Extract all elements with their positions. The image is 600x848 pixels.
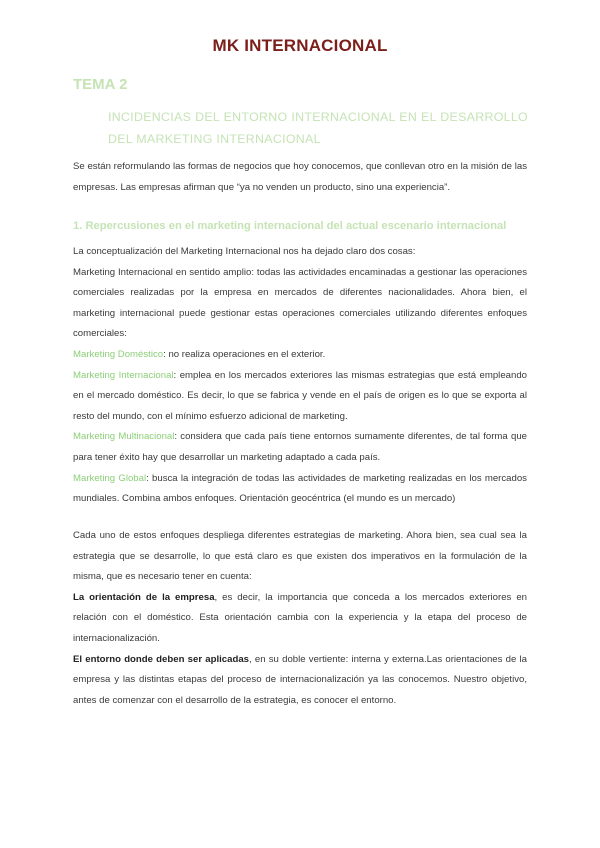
approach-text: : busca la integración de todas las actividades de marketing realizadas en los mercados mundiales. Combina ambos enfoques. Orientación geocéntrica (el mundo es un mercado) — [73, 472, 527, 505]
section-heading: 1. Repercusiones en el marketing internacional del actual escenario internacional — [73, 220, 507, 232]
tema-heading: TEMA 2 — [73, 76, 128, 93]
broad-definition: Marketing Internacional en sentido amplio: todas las actividades encaminadas a gestionar las operaciones comerciales realizadas por la empresa en mercados de diferentes nacionalidades. Ahora bien, el marketing internacional puede gestionar estas operaciones comerciales utilizando diferentes enfoques comerciales: — [73, 266, 527, 340]
approach-term: Marketing Doméstico — [73, 348, 164, 360]
section-body — [73, 242, 527, 510]
approach-text: : emplea en los mercados exteriores las mismas estrategias que está empleando en el mercado doméstico. Es decir, lo que se fabrica y vende en el país de origen es lo que se exporta al resto del mundo, con el mínimo esfuerzo adicional de marketing. — [73, 369, 527, 422]
approach-term: Marketing Multinacional — [73, 431, 175, 443]
approach-text: : considera que cada país tiene entornos sumamente diferentes, de tal forma que para tener éxito hay que desarrollar un marketing adaptado a cada país. — [73, 431, 527, 463]
imperative-environment — [73, 650, 527, 712]
concept-line: La conceptualización del Marketing Internacional nos ha dejado claro dos cosas: — [73, 246, 416, 257]
approach-domestic — [73, 345, 527, 366]
intro-paragraph: Se están reformulando las formas de negocios que hoy conocemos, que conllevan otro en la misión de las empresas. Las empresas afirman que “ya no venden un producto, sino una experiencia”. — [73, 161, 527, 193]
imperative-text: , en su doble vertiente: interna y externa.Las orientaciones de la empresa y las distintas etapas del proceso de internacionalización ya las conocemos. Nuestro objetivo, antes de comenzar con el desarrollo de la estrategia, es conocer el entorno. — [73, 653, 527, 706]
approach-term: Marketing Internacional — [73, 369, 174, 381]
imperative-orientation — [73, 588, 527, 650]
document-title: MK INTERNACIONAL — [212, 36, 388, 55]
approach-term: Marketing Global — [73, 472, 147, 484]
approach-global — [73, 469, 527, 510]
strategies-paragraph: Cada uno de estos enfoques despliega diferentes estrategias de marketing. Ahora bien, sea cual sea la estrategia que se desarrolle, lo que está claro es que existen dos imperativos en la formulación de la misma, que es necesario tener en cuenta: — [73, 530, 527, 583]
strategies-section — [73, 526, 527, 711]
imperative-text: , es decir, la importancia que conceda a los mercados exteriores en relación con el doméstico. Esta orientación cambia con la experiencia y la etapa del proceso de internacionalización. — [73, 591, 527, 644]
imperative-term: El entorno donde deben ser aplicadas — [73, 653, 249, 665]
tema-subtitle: INCIDENCIAS DEL ENTORNO INTERNACIONAL EN EL DESARROLLO DEL MARKETING INTERNACIONAL — [108, 110, 528, 146]
approach-international — [73, 366, 527, 428]
approach-text: : no realiza operaciones en el exterior. — [163, 348, 326, 360]
approach-multinational — [73, 427, 527, 468]
imperative-term: La orientación de la empresa — [73, 591, 215, 603]
